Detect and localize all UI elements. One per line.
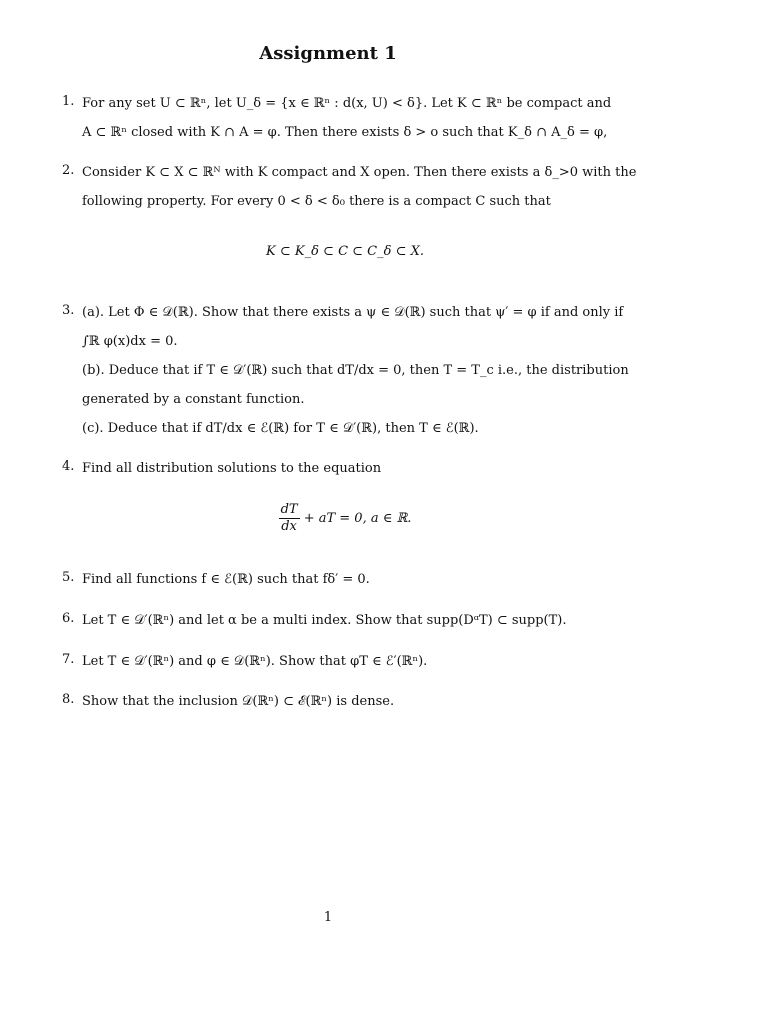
problem-1 xyxy=(62,94,622,143)
problem-number: 1. xyxy=(62,94,75,109)
problem-text-line: A ⊂ ℝⁿ closed with K ∩ A = φ. Then there exists δ > o such that K_δ ∩ A_δ = φ, xyxy=(82,125,608,140)
problem-2 xyxy=(62,163,637,212)
problem-8 xyxy=(62,692,622,712)
problem-5 xyxy=(62,570,622,590)
problem-number: 3. xyxy=(62,303,75,318)
derivative-fraction xyxy=(279,502,300,535)
problem-6 xyxy=(62,611,622,631)
problem-number: 8. xyxy=(62,692,75,707)
problem-number: 2. xyxy=(62,163,75,178)
problem-text-line: For any set U ⊂ ℝⁿ, let U_δ = {x ∈ ℝⁿ : d(x, U) < δ}. Let K ⊂ ℝⁿ be compact and xyxy=(82,96,612,111)
problem-text-line: (b). Deduce that if T ∈ 𝒟′(ℝ) such that dT/dx = 0, then T = T_c i.e., the distribution xyxy=(82,363,629,378)
problem-text-line: Consider K ⊂ X ⊂ ℝᴺ with K compact and X open. Then there exists a δ_>0 with the xyxy=(82,165,637,180)
problem-text-line: Find all functions f ∈ ℰ(ℝ) such that fδ′ = 0. xyxy=(82,572,370,587)
problem-text-line: generated by a constant function. xyxy=(82,392,305,407)
problem-number: 7. xyxy=(62,652,75,667)
problem-7 xyxy=(62,652,622,672)
problem-number: 4. xyxy=(62,459,75,474)
fraction-denominator: dx xyxy=(281,519,297,534)
problem-text-line: Find all distribution solutions to the equation xyxy=(82,461,382,476)
page-title: Assignment 1 xyxy=(259,43,397,64)
problem-number: 6. xyxy=(62,611,75,626)
problem-3 xyxy=(62,303,629,439)
problem-text-line: ∫ℝ φ(x)dx = 0. xyxy=(82,334,178,349)
page-number: 1 xyxy=(323,910,333,925)
problem-number: 5. xyxy=(62,570,75,585)
display-equation xyxy=(0,502,690,535)
display-equation: K ⊂ K_δ ⊂ C ⊂ C_δ ⊂ X. xyxy=(266,244,424,259)
fraction-numerator: dT xyxy=(280,502,298,517)
problem-text-line: Let T ∈ 𝒟′(ℝⁿ) and φ ∈ 𝒟(ℝⁿ). Show that φT ∈ ℰ′(ℝⁿ). xyxy=(82,654,428,669)
equation-tail: + aT = 0, a ∈ ℝ. xyxy=(303,511,412,526)
problem-text-line: (a). Let Φ ∈ 𝒟(ℝ). Show that there exists a ψ ∈ 𝒟(ℝ) such that ψ′ = φ if and only if xyxy=(82,305,624,320)
problem-text-line: following property. For every 0 < δ < δ₀ there is a compact C such that xyxy=(82,194,551,209)
problem-text-line: Show that the inclusion 𝒟(ℝⁿ) ⊂ ℰ(ℝⁿ) is dense. xyxy=(82,694,395,709)
problem-4 xyxy=(62,459,622,479)
problem-text-line: Let T ∈ 𝒟′(ℝⁿ) and let α be a multi index. Show that supp(DᵅT) ⊂ supp(T). xyxy=(82,613,567,628)
problem-text-line: (c). Deduce that if dT/dx ∈ ℰ(ℝ) for T ∈ 𝒟′(ℝ), then T ∈ ℰ(ℝ). xyxy=(82,421,479,436)
